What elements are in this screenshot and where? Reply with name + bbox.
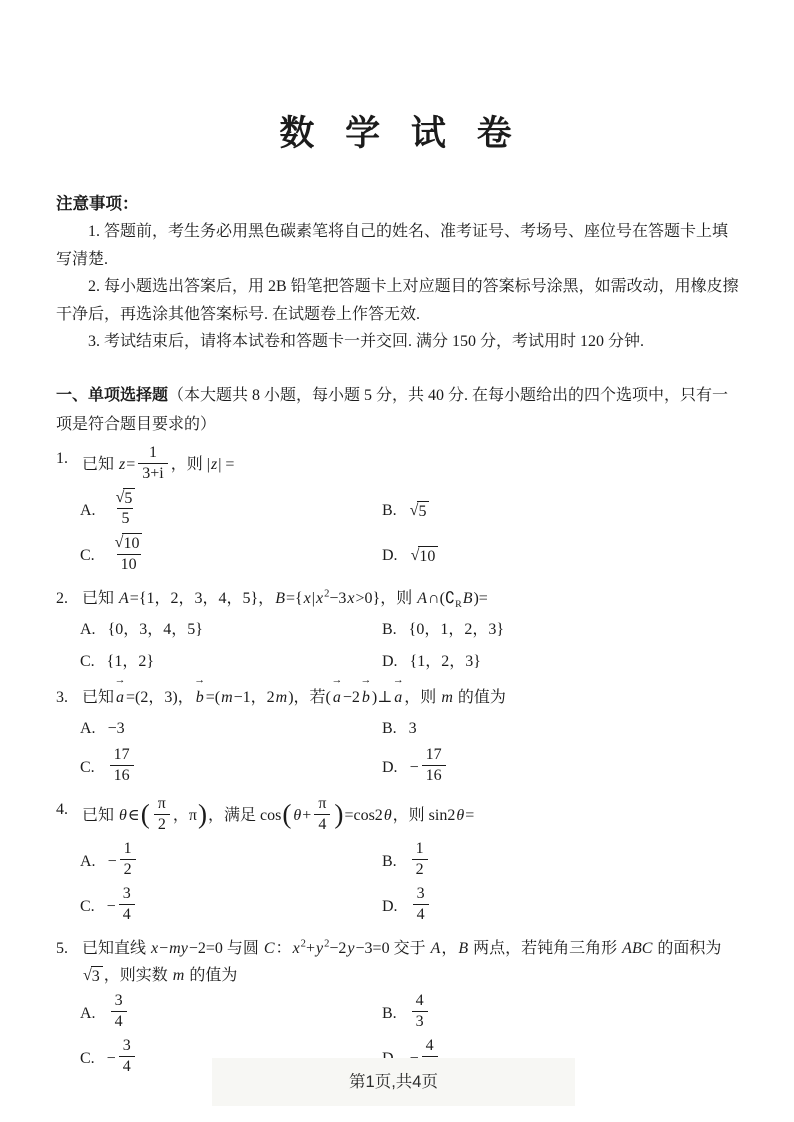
question-number: 2. bbox=[56, 589, 68, 607]
math-variable: θ bbox=[119, 807, 127, 825]
math-text: | = bbox=[218, 456, 235, 474]
math-text: >0}，则 bbox=[355, 589, 417, 607]
math-text: )= bbox=[473, 589, 488, 607]
math-text: {0，3，4，5} bbox=[107, 621, 203, 639]
math-text: 已知 bbox=[82, 688, 115, 706]
math-fraction bbox=[422, 745, 446, 786]
option-value bbox=[108, 616, 203, 644]
math-text: 5 bbox=[124, 490, 133, 508]
math-text: 5 bbox=[418, 502, 427, 520]
fraction-denominator bbox=[154, 814, 170, 835]
math-text: 3 bbox=[122, 885, 131, 903]
option-value bbox=[409, 501, 431, 521]
math-fraction bbox=[119, 1036, 135, 1077]
option-value bbox=[108, 841, 139, 882]
option bbox=[80, 490, 382, 531]
math-text: ={ bbox=[285, 589, 303, 607]
question-stem-text bbox=[82, 445, 740, 486]
math-text: 的值为 bbox=[185, 967, 238, 985]
math-sqrt bbox=[115, 533, 143, 553]
question bbox=[56, 796, 740, 929]
fraction-denominator bbox=[314, 814, 330, 835]
math-text: + bbox=[305, 940, 315, 958]
math-variable: y bbox=[347, 940, 355, 958]
option-value bbox=[410, 546, 440, 566]
math-fraction bbox=[111, 991, 127, 1032]
math-text: 4 bbox=[114, 1013, 123, 1031]
math-text: 3 bbox=[416, 885, 425, 903]
math-text: − bbox=[159, 940, 169, 958]
notice-item-2: 2. 每小题选出答案后，用 2B 铅笔把答题卡上对应题目的答案标号涂黑，如需改动，用橡皮擦干净后，再选涂其他答案标号. 在试题卷上作答无效. bbox=[56, 278, 739, 323]
math-text: ∈ bbox=[127, 807, 140, 825]
math-text: 4 bbox=[415, 992, 424, 1010]
option bbox=[80, 747, 382, 788]
question-options bbox=[56, 839, 740, 929]
math-text: 3 bbox=[415, 1013, 424, 1031]
page-title: 数 学 试 卷 bbox=[279, 114, 517, 153]
question-stem bbox=[56, 445, 740, 486]
option bbox=[80, 993, 382, 1034]
math-text: 的值为 bbox=[453, 688, 506, 706]
math-text: 3 bbox=[122, 1037, 131, 1055]
fraction-denominator bbox=[117, 554, 141, 575]
option-value bbox=[107, 886, 138, 927]
option bbox=[382, 490, 740, 531]
math-variable: B bbox=[458, 940, 469, 958]
fraction-denominator bbox=[119, 1056, 135, 1077]
math-text: 17 bbox=[113, 746, 130, 764]
fraction-numerator bbox=[422, 745, 446, 765]
option-label: D. bbox=[382, 653, 398, 671]
sqrt-radical-glyph: √ bbox=[410, 546, 420, 564]
math-text: π bbox=[318, 795, 327, 813]
question bbox=[56, 445, 740, 578]
notice-item-3: 3. 考试结束后，请将本试卷和答题卡一并交回. 满分 150 分，考试用时 120 分钟. bbox=[88, 333, 645, 351]
math-vector: a → bbox=[394, 684, 402, 711]
notice-section bbox=[56, 190, 740, 356]
fraction-denominator bbox=[412, 859, 428, 880]
option-label: B. bbox=[382, 621, 397, 639]
option-label: A. bbox=[80, 1005, 96, 1023]
math-vector: b → bbox=[196, 684, 204, 711]
math-variable: x bbox=[292, 940, 300, 958]
option-label: B. bbox=[382, 1005, 397, 1023]
option-value bbox=[409, 616, 504, 644]
math-fraction bbox=[412, 991, 428, 1032]
option-label: A. bbox=[80, 621, 96, 639]
option-label: A. bbox=[80, 502, 96, 520]
math-text: −2=0 与圆 bbox=[188, 940, 263, 958]
math-variable: m bbox=[275, 688, 288, 706]
math-text: ，则实数 bbox=[103, 967, 172, 985]
math-text: 3 bbox=[91, 968, 100, 986]
math-text: ，π bbox=[172, 807, 197, 825]
math-vector: a → bbox=[333, 684, 341, 711]
fraction-numerator bbox=[111, 991, 127, 1011]
math-text: −3 bbox=[107, 720, 125, 738]
option-label: B. bbox=[382, 720, 397, 738]
math-big-paren: ) bbox=[334, 799, 344, 830]
math-text: 已知 bbox=[82, 807, 119, 825]
math-text: + bbox=[302, 807, 312, 825]
option bbox=[80, 886, 382, 927]
option-value bbox=[108, 490, 144, 531]
math-text: 已知 bbox=[82, 589, 119, 607]
math-text: −1，2 bbox=[233, 688, 275, 706]
section-heading bbox=[56, 382, 740, 440]
sqrt-body bbox=[123, 488, 135, 508]
math-text: 5 bbox=[121, 510, 130, 528]
math-variable: z bbox=[119, 456, 126, 474]
math-text: 4 bbox=[122, 906, 131, 924]
math-text: 17 bbox=[425, 746, 442, 764]
math-text: | bbox=[311, 589, 315, 607]
sqrt-body bbox=[122, 533, 142, 553]
question-stem-text bbox=[82, 684, 740, 711]
question-options bbox=[56, 713, 740, 790]
option-value bbox=[409, 993, 431, 1034]
section-title: 一、单项选择题 bbox=[56, 386, 169, 404]
fraction-denominator bbox=[138, 463, 167, 484]
math-text: π bbox=[157, 795, 166, 813]
fraction-denominator bbox=[413, 904, 429, 925]
fraction-denominator bbox=[110, 765, 134, 786]
math-text: −3 bbox=[329, 589, 347, 607]
math-text: 4 bbox=[318, 816, 327, 834]
option bbox=[382, 886, 740, 927]
math-fraction bbox=[154, 794, 170, 835]
math-fraction bbox=[314, 794, 330, 835]
option-label: D. bbox=[382, 897, 398, 915]
option-label: C. bbox=[80, 758, 95, 776]
math-variable: x bbox=[315, 589, 324, 607]
math-text: 已知直线 bbox=[82, 940, 151, 958]
math-text: =(2，3)， bbox=[126, 688, 194, 706]
math-fraction bbox=[110, 533, 148, 574]
option bbox=[382, 841, 740, 882]
math-text: −3=0 交于 bbox=[355, 940, 430, 958]
math-variable: y bbox=[315, 940, 324, 958]
question-options bbox=[56, 614, 740, 678]
option-label: D. bbox=[382, 547, 398, 565]
math-superscript: 2 bbox=[324, 938, 330, 950]
math-text: )，若( bbox=[288, 688, 331, 706]
question-stem-text bbox=[82, 935, 740, 989]
fraction-numerator bbox=[422, 1036, 438, 1056]
notice-item-1: 1. 答题前，考生务必用黑色碳素笔将自己的姓名、准考证号、考场号、座位号在答题卡上填写清楚. bbox=[56, 223, 729, 268]
math-text: 10 bbox=[123, 535, 140, 553]
math-sqrt bbox=[411, 546, 439, 566]
fraction-denominator bbox=[120, 859, 136, 880]
math-variable: θ bbox=[293, 807, 302, 825]
option-value bbox=[107, 1038, 138, 1079]
option-value bbox=[107, 648, 154, 676]
option-value bbox=[107, 747, 137, 788]
math-text: − bbox=[106, 1050, 116, 1068]
math-text: 4 bbox=[425, 1037, 434, 1055]
math-text: )⊥ bbox=[371, 688, 393, 706]
math-variable: A bbox=[417, 589, 428, 607]
option-value bbox=[410, 747, 449, 788]
math-text: 2 bbox=[157, 816, 166, 834]
math-variable: m bbox=[441, 688, 453, 706]
math-big-paren: ( bbox=[282, 799, 292, 830]
math-text: 1 bbox=[123, 840, 132, 858]
sqrt-radical-glyph: √ bbox=[115, 489, 125, 507]
footer-band bbox=[212, 1058, 575, 1106]
math-text: 2 bbox=[123, 861, 132, 879]
option bbox=[80, 648, 382, 676]
math-vector: a → bbox=[116, 684, 124, 711]
math-vector: b → bbox=[362, 684, 370, 711]
math-fraction bbox=[120, 839, 136, 880]
question-number: 3. bbox=[56, 688, 68, 706]
questions-list bbox=[56, 445, 740, 1081]
option-label: D. bbox=[382, 758, 398, 776]
math-text: −2 bbox=[329, 940, 347, 958]
math-text: − bbox=[409, 758, 419, 776]
option bbox=[80, 535, 382, 576]
math-text: 两点，若钝角三角形 bbox=[469, 940, 622, 958]
option bbox=[382, 993, 740, 1034]
math-text: {1，2} bbox=[106, 653, 155, 671]
math-text: 10 bbox=[120, 555, 137, 573]
math-text: ，满足 cos bbox=[208, 807, 282, 825]
math-superscript: 2 bbox=[300, 938, 306, 950]
math-fraction bbox=[111, 488, 141, 529]
math-subscript: R bbox=[455, 598, 462, 610]
sqrt-radical-glyph: √ bbox=[83, 967, 92, 985]
math-text: {1，2，3} bbox=[409, 653, 481, 671]
math-text: 1 bbox=[415, 840, 424, 858]
math-text: 4 bbox=[122, 1058, 131, 1076]
fraction-numerator bbox=[412, 991, 428, 1011]
math-variable: B bbox=[462, 589, 473, 607]
math-fraction bbox=[110, 745, 134, 786]
sqrt-body bbox=[91, 966, 103, 986]
option bbox=[382, 616, 740, 644]
math-variable: B bbox=[275, 589, 285, 607]
question-number: 4. bbox=[56, 801, 68, 819]
question-stem-text bbox=[82, 585, 740, 612]
math-text: 16 bbox=[113, 767, 130, 785]
question-number: 5. bbox=[56, 940, 68, 958]
option bbox=[80, 616, 382, 644]
math-fraction bbox=[413, 884, 429, 925]
math-fraction bbox=[412, 839, 428, 880]
math-text: ，则 sin2 bbox=[392, 807, 456, 825]
option-label: C. bbox=[80, 1050, 95, 1068]
section-description: （本大题共 8 小题，每小题 5 分，共 40 分. 在每小题给出的四个选项中，只有一项是符合题目要求的） bbox=[56, 386, 729, 433]
math-text: ∩(∁ bbox=[428, 589, 456, 607]
math-sqrt bbox=[410, 501, 430, 521]
math-variable: θ bbox=[456, 807, 465, 825]
option bbox=[80, 715, 382, 743]
math-big-paren: ( bbox=[140, 799, 150, 830]
option-label: B. bbox=[382, 502, 397, 520]
question-number: 1. bbox=[56, 450, 68, 468]
math-text: 的面积为 bbox=[653, 940, 722, 958]
math-text: ， bbox=[441, 940, 458, 958]
option-value bbox=[107, 535, 151, 576]
option-value bbox=[410, 648, 481, 676]
math-text: = bbox=[465, 807, 475, 825]
fraction-denominator bbox=[422, 765, 446, 786]
option bbox=[382, 648, 740, 676]
option-label: A. bbox=[80, 720, 96, 738]
math-text: ： bbox=[275, 940, 292, 958]
option-label: C. bbox=[80, 653, 95, 671]
math-text: =cos2 bbox=[344, 807, 383, 825]
fraction-numerator bbox=[110, 745, 134, 765]
fraction-numerator bbox=[110, 533, 148, 553]
question bbox=[56, 585, 740, 678]
question-stem bbox=[56, 796, 740, 837]
math-text: 16 bbox=[425, 767, 442, 785]
option-value bbox=[108, 993, 130, 1034]
math-text: ，则 | bbox=[170, 456, 210, 474]
math-text: {0，1，2，3} bbox=[408, 621, 505, 639]
math-variable: my bbox=[169, 940, 188, 958]
math-text: 2 bbox=[415, 861, 424, 879]
math-variable: x bbox=[303, 589, 311, 607]
option bbox=[382, 535, 740, 576]
option-value bbox=[409, 841, 431, 882]
fraction-numerator bbox=[413, 884, 429, 904]
fraction-denominator bbox=[111, 1011, 127, 1032]
math-fraction bbox=[119, 884, 135, 925]
math-text: 3+i bbox=[142, 465, 164, 483]
question-stem-text bbox=[82, 796, 740, 837]
math-variable: m bbox=[221, 688, 233, 706]
option-value bbox=[410, 886, 432, 927]
math-text: ={1，2，3，4，5}， bbox=[129, 589, 275, 607]
math-variable: m bbox=[172, 967, 185, 985]
question-options bbox=[56, 488, 740, 578]
math-variable: A bbox=[430, 940, 441, 958]
fraction-numerator bbox=[412, 839, 428, 859]
fraction-numerator bbox=[314, 794, 330, 814]
question-stem bbox=[56, 585, 740, 612]
option-label: C. bbox=[80, 547, 95, 565]
question bbox=[56, 684, 740, 790]
question-stem bbox=[56, 684, 740, 711]
question-stem bbox=[56, 935, 740, 989]
math-variable: ABC bbox=[622, 940, 653, 958]
math-text: − bbox=[106, 897, 116, 915]
fraction-denominator bbox=[117, 508, 133, 529]
math-text: =( bbox=[205, 688, 221, 706]
fraction-denominator bbox=[119, 904, 135, 925]
option-label: C. bbox=[80, 897, 95, 915]
math-variable: z bbox=[210, 456, 218, 474]
math-text: − bbox=[107, 852, 117, 870]
option-label: B. bbox=[382, 852, 397, 870]
math-text: −2 bbox=[342, 688, 360, 706]
option bbox=[80, 841, 382, 882]
page-number: 第1页,共4页 bbox=[349, 1072, 438, 1091]
fraction-numerator bbox=[145, 443, 161, 463]
fraction-numerator bbox=[120, 839, 136, 859]
notice-heading: 注意事项： bbox=[56, 194, 139, 213]
fraction-numerator bbox=[119, 884, 135, 904]
math-sqrt bbox=[83, 966, 103, 986]
option-label: A. bbox=[80, 852, 96, 870]
math-text: 3 bbox=[408, 720, 417, 738]
math-superscript: 2 bbox=[324, 588, 330, 600]
math-text: = bbox=[126, 456, 136, 474]
option-value bbox=[108, 715, 125, 743]
math-text: 3 bbox=[114, 992, 123, 1010]
fraction-denominator bbox=[412, 1011, 428, 1032]
math-variable: θ bbox=[383, 807, 392, 825]
option-value bbox=[409, 715, 417, 743]
math-text: 10 bbox=[419, 547, 436, 565]
math-text: 4 bbox=[416, 906, 425, 924]
math-text: ，则 bbox=[404, 688, 441, 706]
math-variable: A bbox=[119, 589, 129, 607]
math-sqrt bbox=[116, 488, 136, 508]
sqrt-radical-glyph: √ bbox=[409, 501, 419, 519]
option bbox=[382, 747, 740, 788]
math-fraction bbox=[138, 443, 167, 484]
sqrt-body bbox=[417, 501, 429, 521]
math-variable: x bbox=[347, 589, 355, 607]
math-text: 1 bbox=[149, 444, 158, 462]
fraction-numerator bbox=[154, 794, 170, 814]
math-variable: x bbox=[151, 940, 159, 958]
math-big-paren: ) bbox=[197, 799, 208, 830]
sqrt-radical-glyph: √ bbox=[114, 534, 124, 552]
fraction-numerator bbox=[111, 488, 141, 508]
sqrt-body bbox=[418, 546, 438, 566]
math-variable: C bbox=[263, 940, 275, 958]
fraction-numerator bbox=[119, 1036, 135, 1056]
math-text: 已知 bbox=[82, 456, 119, 474]
page-content bbox=[56, 0, 740, 1087]
option bbox=[382, 715, 740, 743]
